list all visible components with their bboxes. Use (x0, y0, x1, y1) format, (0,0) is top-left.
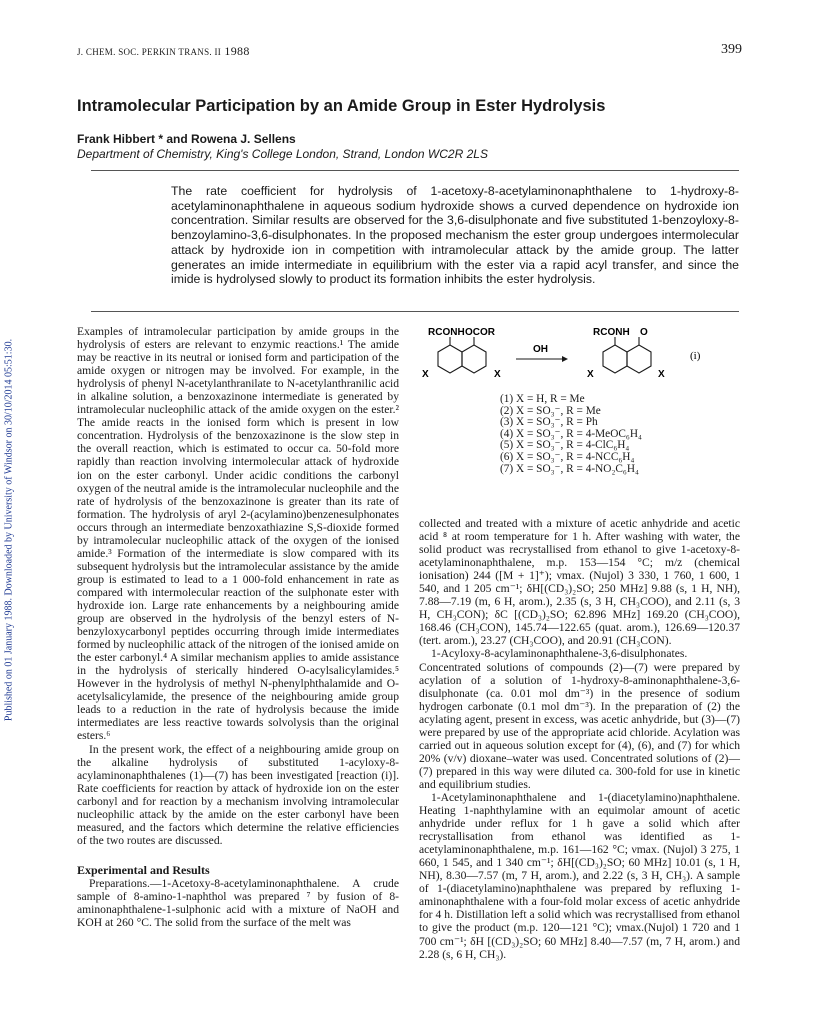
reactant-ester-label: OCOR (465, 327, 495, 338)
download-watermark (2, 180, 16, 880)
product-x-left: X (587, 369, 594, 380)
compound-entry: (4) X = SO₃⁻, R = 4-MeOC₆H₄ (500, 427, 642, 440)
affiliation: Department of Chemistry, King's College London, Strand, London WC2R 2LS (77, 147, 488, 161)
section-heading: Experimental and Results (77, 862, 210, 877)
product-x-right: X (658, 369, 665, 380)
compound-entry: (1) X = H, R = Me (500, 393, 585, 405)
present-work-paragraph: In the present work, the effect of a neighbouring amide group on the alkaline hydrolysis of substituted 1-acyloxy-8-acylaminonaphthalenes (1)—(7) has been investigated [reaction (i)]. Rate coefficients for reaction by attack of hydroxide ion on the ester carbonyl and for reaction by a mechanism involving intramolecular nucleophilic attack by the amide on the ester carbonyl have been measured, and the factors which determine the relative efficiencies of the two routes are discussed. (77, 742, 399, 847)
top-rule (91, 170, 739, 171)
reactant-amide-label: RCONH (428, 327, 465, 338)
preparation-paragraph: Preparations.—1-Acetoxy-8-acetylaminonaphthalene. A crude sample of 8-amino-1-naphthol was prepared ⁷ by fusion of 8-aminonaphthalene-1-sulphonic acid with a mixture of NaOH and KOH at 260 °C. The solid from the surface of the melt was (77, 876, 399, 930)
journal-year: 1988 (224, 44, 250, 58)
right-column (419, 517, 740, 961)
compound-entry: (6) X = SO₃⁻, R = 4-NCC₆H₄ (500, 450, 635, 463)
journal-name: J. CHEM. SOC. PERKIN TRANS. II (77, 47, 222, 57)
abstract-bottom-rule (91, 311, 739, 312)
acetylamino-paragraph: 1-Acetylaminonaphthalene and 1-(diacetylamino)naphthalene. Heating 1-naphthylamine with an equimolar amount of acetic anhydride under reflux for 1 h gave a solid which after recrystallisation from ethanol was identified as 1-acetylaminonaphthalene, m.p. 161—162 °C; νmax. (Nujol) 3 275, 1 660, 1 545, and 1 340 cm⁻¹; δH[(CD₃)₂SO; 60 MHz] 10.01 (s, 1 H, NH), 8.30—7.57 (m, 7 H, arom.), and 2.22 (s, 3 H, CH₃). A sample of 1-(diacetylamino)naphthalene was prepared by refluxing 1-aminonaphthalene with a four-fold molar excess of acetic anhydride for 4 h. Distillation left a solid which was recrystallised from ethanol to give the product (m.p. 120—121 °C); νmax.(Nujol) 1 720 and 1 700 cm⁻¹; δH [(CD₃)₂SO; 60 MHz] 8.40—7.57 (m, 7 H, arom.) and 2.28 (s, 6 H, CH₃). (419, 790, 740, 961)
author-list: Frank Hibbert * and Rowena J. Sellens (77, 132, 296, 146)
product-structure (603, 337, 651, 373)
abstract: The rate coefficient for hydrolysis of 1-acetoxy-8-acetylaminonaphthalene to 1-hydroxy-8-acetylaminonaphthalene in aqueous sodium hydroxide shows a curved dependence on hydroxide ion concentration. Similar results are observed for the 3,6-disulphonate and five substituted 1-benzoyloxy-8-benzoylamino-3,6-disulphonates. In the proposed mechanism the ester group undergoes intermolecular attack by hydroxide ion in competition with intramolecular attack by the amide group. The latter generates an imide intermediate in equilibrium with the ester via a rapid acyl transfer, and since the imide is hydrolysed slowly to product its formation inhibits the ester hydrolysis. (171, 184, 739, 287)
compound-entry: (5) X = SO₃⁻, R = 4-ClC₆H₄ (500, 439, 630, 452)
reactant-x-right: X (494, 369, 501, 380)
reactant-x-left: X (422, 369, 429, 380)
article-title: Intramolecular Participation by an Amide Group in Ester Hydrolysis (77, 97, 606, 115)
reagent-label: OH (533, 344, 548, 355)
download-watermark-text: Published on 01 January 1988. Downloaded by University of Windsor on 30/10/2014 05:51:30. (3, 338, 15, 722)
product-oxide-label: O (640, 327, 648, 338)
intro-paragraph: Examples of intramolecular participation by amide groups in the hydrolysis of esters are relevant to enzymic reactions.¹ The amide may be reactive in its neutral or ionised form and participation of the amide oxygen or nitrogen may be involved. For example, in the hydrolysis of phenyl N-acetylanthranilate to N-acetylanthranilic acid in alkaline solution, a benzoxazinone intermediate is generated by intramolecular nucleophilic attack of the amide oxygen on the ester.² The amide reacts in the ionised form which is present in low concentration. Hydrolysis of the benzoxazinone is the slow step in the overall reaction, which is estimated to occur ca. 50-fold more rapidly than reaction involving intermolecular attack of hydroxide ion on the ester carbonyl. Under acidic conditions the carbonyl oxygen of the neutral amide is the intramolecular nucleophile and the rate of hydrolysis of the benzoxazinone is greater than its rate of formation. The hydrolysis of aryl 2-(acylamino)benzenesulphonates occurs through an intermediate benzoxathiazine S,S-dioxide formed by intramolecular nucleophilic attack of the oxygen of the ionised amide.³ Formation of the intermediate is slow compared with its subsequent hydrolysis but the intramolecular assistance by the amide group is estimated to lead to a 1 000-fold enhancement in rate as compared with intermolecular reaction of the sulphonate ester with hydroxide ion. Large rate enhancements by a neighbouring amide group are observed in the hydrolysis of the benzyl esters of N-benzyloxycarbonyl peptides occurring through imide intermediates formed by nucleophilic attack of the nitrogen of the ionised amide on the ester carbonyl.⁴ A similar mechanism applies to amide assistance in the hydrolysis of sterically hindered O-acylsalicylamides.⁵ However in the hydrolysis of methyl N-phenylphthalamide and O-acetylsalicylamide, the presence of the neighbouring amide group leads to a reduction in the rate of hydrolysis because the imide intermediates are less reactive towards solvolysis than the original esters.⁶ (77, 325, 399, 743)
compound-entry: (7) X = SO₃⁻, R = 4-NO₂C₆H₄ (500, 462, 639, 475)
synthesis-paragraph: collected and treated with a mixture of acetic anhydride and acetic acid ⁸ at room temperature for 1 h. After washing with water, the solid product was recrystallised from ethanol to give 1-acetoxy-8-acetylaminonaphthalene, m.p. 153—154 °C; m/z (chemical ionisation) 244 ([M + 1]⁺); νmax. (Nujol) 3 330, 1 760, 1 600, 1 540, and 1 205 cm⁻¹; δH[(CD₃)₂SO; 250 MHz] 9.88 (s, 1 H, NH), 7.88—7.19 (m, 6 H, arom.), 2.35 (s, 3 H, CH₃COO), and 2.11 (s, 3 H, CH₃CON); δC [(CD₃)₂SO; 62.896 MHz] 169.20 (CH₃COO), 168.46 (CH₃CON), 145.74—122.65 (quat. arom.), 126.69—120.37 (tert. arom.), 23.27 (CH₃COO), and 20.91 (CH₃CON). (419, 517, 740, 648)
compound-list (500, 394, 642, 475)
reaction-number: (i) (690, 350, 701, 362)
page-number: 399 (721, 42, 742, 57)
running-head (77, 44, 250, 59)
compound-entry: (3) X = SO₃⁻, R = Ph (500, 416, 598, 429)
disulphonates-paragraph: 1-Acyloxy-8-acylaminonaphthalene-3,6-disulphonates. Concentrated solutions of compounds (2)—(7) were prepared by acylation of a solution of 1-hydroxy-8-aminonaphthalene-3,6-disulphonate (ca. 0.01 mol dm⁻³) in the presence of sodium hydrogen carbonate (0.1 mol dm⁻³). In the preparation of (2) the acylating agent, present in excess, was acetic anhydride, but (3)—(7) were prepared by use of the appropriate acid chloride. Acylation was carried out in aqueous solution except for (4), (6), and (7) for which 20% (v/v) dioxane–water was used. Concentrated solutions of (2)—(7) prepared in this way were diluted ca. 300-fold for use in kinetic and equilibrium studies. (419, 647, 740, 791)
compound-entry: (2) X = SO₃⁻, R = Me (500, 404, 601, 417)
left-column (77, 325, 399, 929)
product-amide-label: RCONH (593, 327, 630, 338)
reaction-arrow-head (562, 356, 568, 362)
reactant-structure (438, 337, 486, 373)
